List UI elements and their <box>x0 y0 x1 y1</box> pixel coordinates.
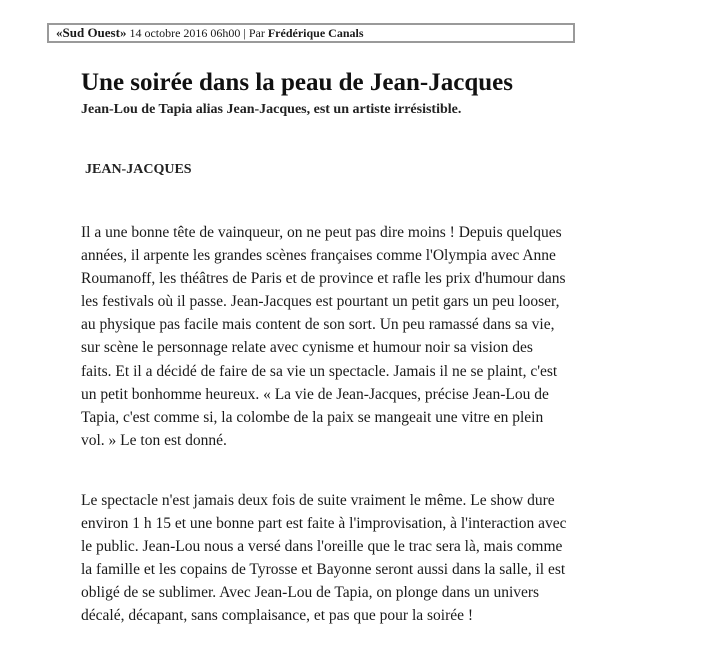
paragraph-1 <box>81 221 626 452</box>
paragraph-line: Tapia, c'est comme si, la colombe de la paix se mangeait une vitre en plein <box>81 408 544 426</box>
paragraph-line: Il a une bonne tête de vainqueur, on ne peut pas dire moins ! Depuis quelques <box>81 224 562 241</box>
article-header-box <box>47 23 575 43</box>
paragraph-line: environ 1 h 15 et une bonne part est faite à l'improvisation, à l'interaction avec <box>81 515 567 533</box>
byline-separator: | Par <box>243 26 265 40</box>
paragraph-line: la famille et les copains de Tyrosse et Bayonne seront aussi dans la salle, il est <box>81 561 566 579</box>
paragraph-line: au physique pas facile mais content de son sort. Un peu ramassé dans sa vie, <box>81 316 555 334</box>
author-name: Frédérique Canals <box>267 26 364 40</box>
paragraph-line: vol. » Le ton est donné. <box>81 431 227 449</box>
publish-date: 14 octobre 2016 06h00 <box>129 26 241 40</box>
paragraph-line: sur scène le personnage relate avec cynisme et humour noir sa vision des <box>81 339 533 357</box>
paragraph-line: Le spectacle n'est jamais deux fois de suite vraiment le même. Le show dure <box>81 492 555 509</box>
article-title: Une soirée dans la peau de Jean-Jacques <box>81 69 513 96</box>
paragraph-line: obligé de se sublimer. Avec Jean-Lou de Tapia, on plonge dans un univers <box>81 584 540 602</box>
paragraph-line: les festivals où il passe. Jean-Jacques est pourtant un petit gars un peu looser, <box>81 293 560 311</box>
article-subtitle: Jean-Lou de Tapia alias Jean-Jacques, est un artiste irrésistible. <box>81 102 462 117</box>
paragraph-line: années, il arpente les grandes scènes françaises comme l'Olympia avec Anne <box>81 247 556 265</box>
paragraph-line: un petit bonhomme heureux. « La vie de Jean-Jacques, précise Jean-Lou de <box>81 385 549 403</box>
section-caption: JEAN-JACQUES <box>85 162 192 177</box>
paragraph-line: faits. Et il a décidé de faire de sa vie un spectacle. Jamais il ne se plaint, c'est <box>81 362 558 380</box>
source-name: «Sud Ouest» <box>56 25 127 40</box>
paragraph-line: Roumanoff, les théâtres de Paris et de province et rafle les prix d'humour dans <box>81 270 566 288</box>
paragraph-2 <box>81 489 626 628</box>
paragraph-line: décalé, décapant, sans complaisance, et pas que pour la soirée ! <box>81 607 474 625</box>
paragraph-line: le public. Jean-Lou nous a versé dans l'oreille que le trac sera là, mais comme <box>81 538 563 556</box>
